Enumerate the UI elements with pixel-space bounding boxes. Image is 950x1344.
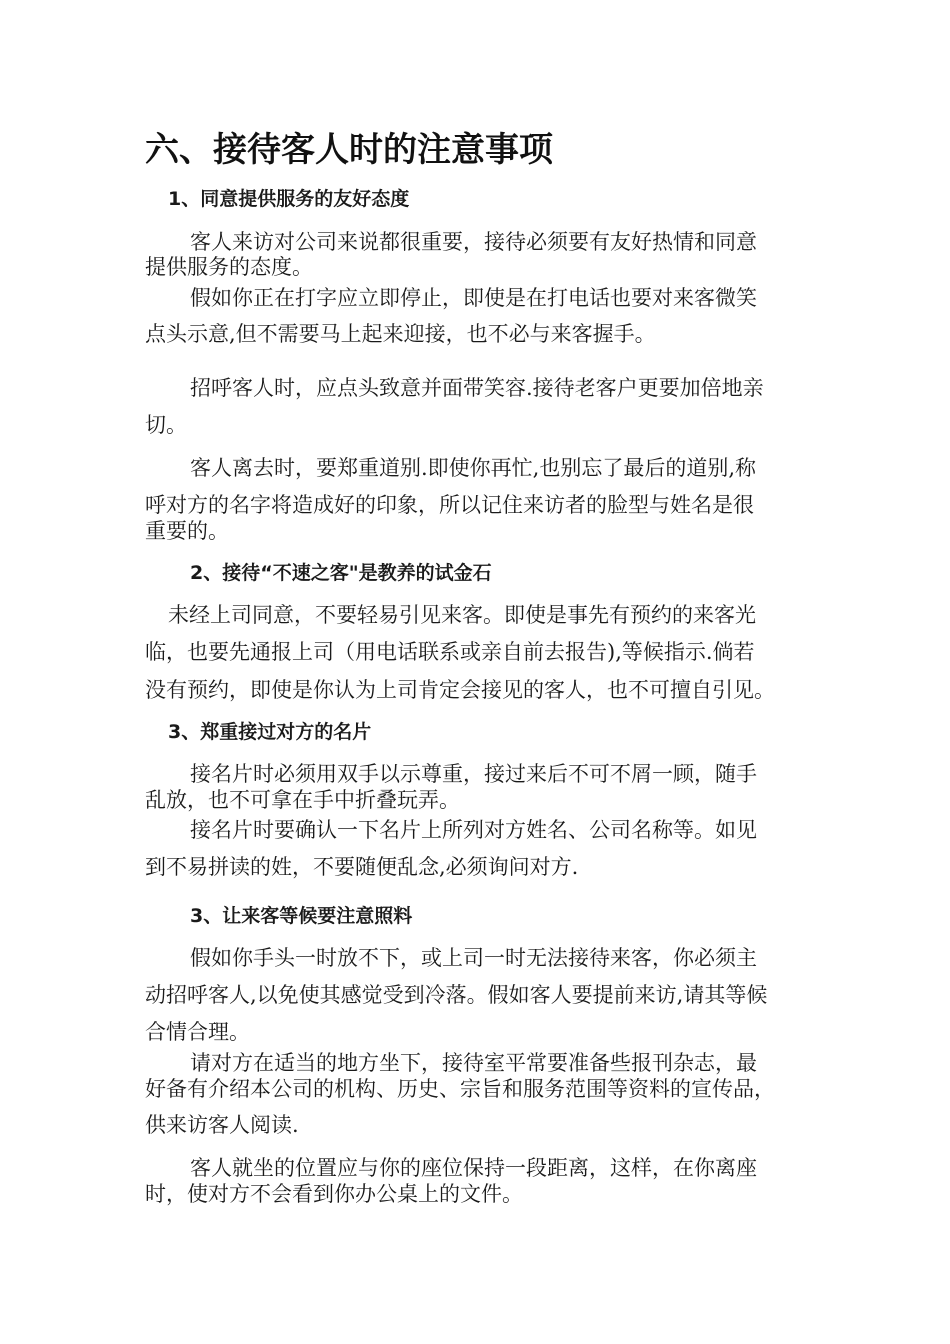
paragraph-line: 提供服务的态度。 <box>145 255 313 279</box>
paragraph-line: 点头示意,但不需要马上起来迎接，也不必与来客握手。 <box>145 322 656 346</box>
paragraph-line: 重要的。 <box>145 519 229 543</box>
paragraph-line: 呼对方的名字将造成好的印象，所以记住来访者的脸型与姓名是很 <box>145 493 754 517</box>
section-heading-4: 3、让来客等候要注意照料 <box>190 905 413 927</box>
section-heading-3: 3、郑重接过对方的名片 <box>168 721 372 743</box>
paragraph-line: 请对方在适当的地方坐下，接待室平常要准备些报刊杂志，最 <box>190 1051 757 1075</box>
section-heading-2: 2、接待“不速之客"是教养的试金石 <box>190 562 492 584</box>
paragraph-line: 客人就坐的位置应与你的座位保持一段距离，这样，在你离座 <box>190 1156 757 1180</box>
paragraph-line: 时，使对方不会看到你办公桌上的文件。 <box>145 1182 523 1206</box>
paragraph-line: 假如你手头一时放不下，或上司一时无法接待来客，你必须主 <box>190 946 757 970</box>
paragraph-line: 合情合理。 <box>145 1020 250 1044</box>
paragraph-line: 动招呼客人,以免使其感觉受到冷落。假如客人要提前来访,请其等候 <box>145 983 768 1007</box>
paragraph-line: 切。 <box>145 413 187 437</box>
paragraph-line: 供来访客人阅读. <box>145 1113 299 1137</box>
paragraph-line: 招呼客人时，应点头致意并面带笑容.接待老客户更要加倍地亲 <box>190 376 764 400</box>
paragraph-line: 到不易拼读的姓，不要随便乱念,必须询问对方. <box>145 855 579 879</box>
paragraph-line: 客人来访对公司来说都很重要，接待必须要有友好热情和同意 <box>190 230 757 254</box>
paragraph-line: 未经上司同意，不要轻易引见来客。即使是事先有预约的来客光 <box>168 603 756 627</box>
section-heading-1: 1、同意提供服务的友好态度 <box>168 188 410 210</box>
paragraph-line: 客人离去时，要郑重道别.即使你再忙,也别忘了最后的道别,称 <box>190 456 757 480</box>
paragraph-line: 临，也要先通报上司（用电话联系或亲自前去报告),等候指示.倘若 <box>145 640 755 664</box>
paragraph-line: 没有预约，即使是你认为上司肯定会接见的客人，也不可擅自引见。 <box>145 678 775 702</box>
paragraph-line: 假如你正在打字应立即停止，即使是在打电话也要对来客微笑 <box>190 286 757 310</box>
paragraph-line: 接名片时要确认一下名片上所列对方姓名、公司名称等。如见 <box>190 818 757 842</box>
page-title: 六、接待客人时的注意事项 <box>145 130 553 170</box>
paragraph-line: 好备有介绍本公司的机构、历史、宗旨和服务范围等资料的宣传品， <box>145 1077 775 1101</box>
paragraph-line: 接名片时必须用双手以示尊重，接过来后不可不屑一顾，随手 <box>190 762 757 786</box>
paragraph-line: 乱放，也不可拿在手中折叠玩弄。 <box>145 788 460 812</box>
